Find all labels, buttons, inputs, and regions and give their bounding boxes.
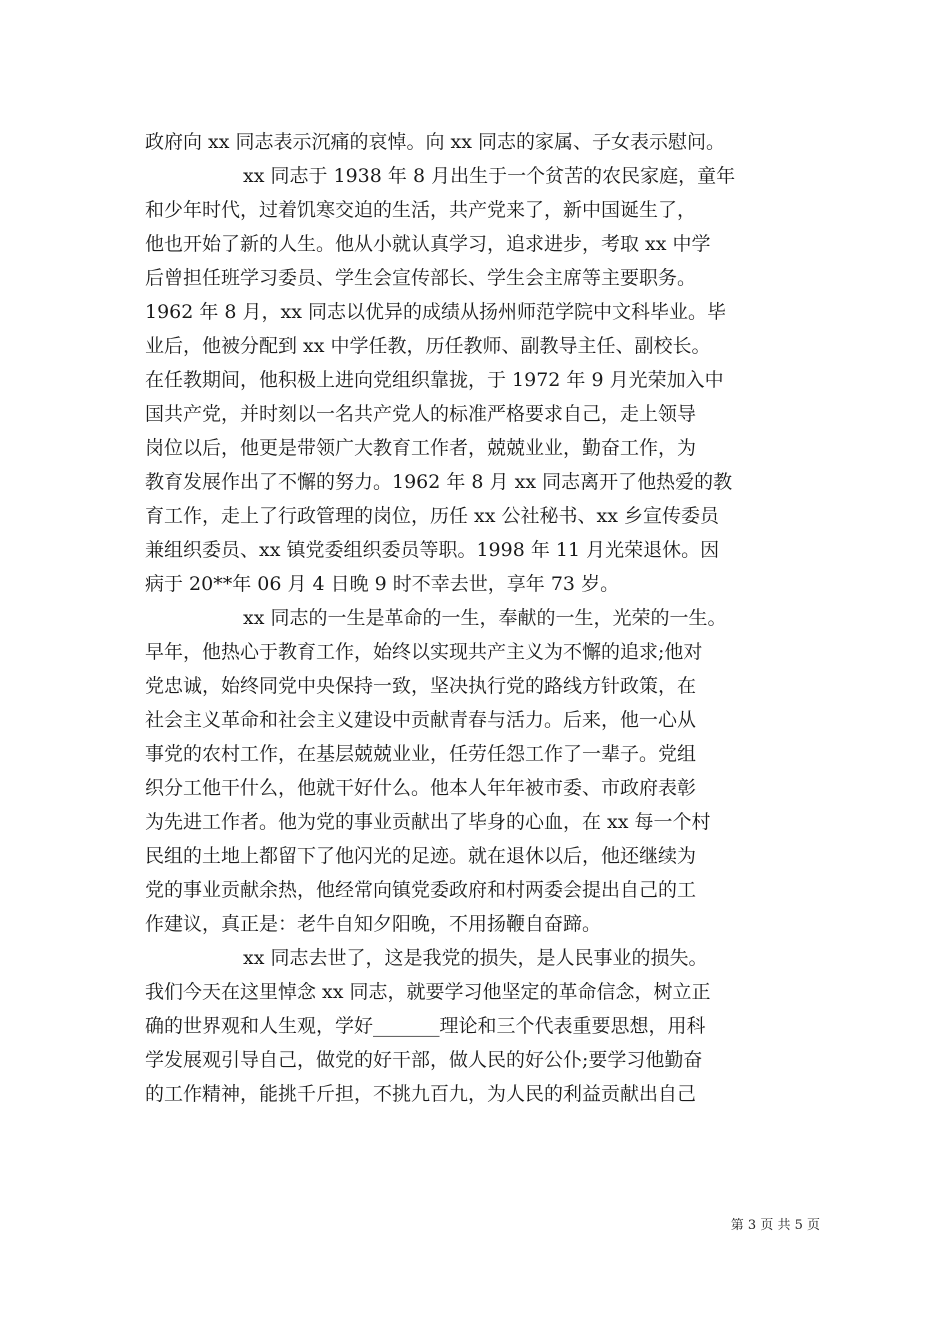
text-line: 社会主义革命和社会主义建设中贡献青春与活力。后来，他一心从 bbox=[145, 709, 697, 731]
text-line: 兼组织委员、xx 镇党委组织委员等职。1998 年 11 月光荣退休。因 bbox=[145, 539, 720, 561]
text-line: 党忠诚，始终同党中央保持一致，坚决执行党的路线方针政策，在 bbox=[145, 675, 697, 697]
paragraph-first-line: xx 同志的一生是革命的一生，奉献的一生，光荣的一生。 bbox=[243, 607, 727, 629]
text-line: 为先进工作者。他为党的事业贡献出了毕身的心血，在 xx 每一个村 bbox=[145, 811, 711, 833]
paragraph-first-line: xx 同志于 1938 年 8 月出生于一个贫苦的农民家庭，童年 bbox=[243, 165, 736, 187]
text-line: 他也开始了新的人生。他从小就认真学习，追求进步，考取 xx 中学 bbox=[145, 233, 711, 255]
text-line: 育工作，走上了行政管理的岗位，历任 xx 公社秘书、xx 乡宣传委员 bbox=[145, 505, 719, 527]
paragraph-first-line: xx 同志去世了，这是我党的损失，是人民事业的损失。 bbox=[243, 947, 708, 969]
text-line: 我们今天在这里悼念 xx 同志，就要学习他坚定的革命信念，树立正 bbox=[145, 981, 711, 1003]
text-line: 政府向 xx 同志表示沉痛的哀悼。向 xx 同志的家属、子女表示慰问。 bbox=[145, 131, 726, 153]
text-line: 在任教期间，他积极上进向党组织靠拢，于 1972 年 9 月光荣加入中 bbox=[145, 369, 724, 391]
text-line: 民组的土地上都留下了他闪光的足迹。就在退休以后，他还继续为 bbox=[145, 845, 697, 867]
text-line: 1962 年 8 月，xx 同志以优异的成绩从扬州师范学院中文科毕业。毕 bbox=[145, 301, 727, 323]
text-line: 学发展观引导自己，做党的好干部，做人民的好公仆;要学习他勤奋 bbox=[145, 1049, 703, 1071]
page-number: 第 3 页 共 5 页 bbox=[730, 1218, 820, 1233]
text-line: 早年，他热心于教育工作，始终以实现共产主义为不懈的追求;他对 bbox=[145, 641, 703, 663]
text-line: 织分工他干什么，他就干好什么。他本人年年被市委、市政府表彰 bbox=[145, 777, 697, 799]
text-line: 作建议，真正是：老牛自知夕阳晚，不用扬鞭自奋蹄。 bbox=[145, 913, 602, 935]
text-line: 党的事业贡献余热，他经常向镇党委政府和村两委会提出自己的工 bbox=[145, 879, 697, 901]
text-line: 岗位以后，他更是带领广大教育工作者，兢兢业业，勤奋工作，为 bbox=[145, 437, 697, 459]
text-line: 教育发展作出了不懈的努力。1962 年 8 月 xx 同志离开了他热爱的教 bbox=[145, 471, 733, 493]
text-line: 事党的农村工作，在基层兢兢业业，任劳任怨工作了一辈子。党组 bbox=[145, 743, 697, 765]
text-line: 后曾担任班学习委员、学生会宣传部长、学生会主席等主要职务。 bbox=[145, 267, 697, 289]
text-line: 业后，他被分配到 xx 中学任教，历任教师、副教导主任、副校长。 bbox=[145, 335, 711, 357]
text-line: 的工作精神，能挑千斤担，不挑九百九，为人民的利益贡献出自己 bbox=[145, 1083, 697, 1105]
text-line: 病于 20**年 06 月 4 日晚 9 时不幸去世，享年 73 岁。 bbox=[145, 573, 620, 595]
text-line: 国共产党，并时刻以一名共产党人的标准严格要求自己，走上领导 bbox=[145, 403, 697, 425]
text-line: 和少年时代，过着饥寒交迫的生活，共产党来了，新中国诞生了， bbox=[145, 199, 697, 221]
text-line: 确的世界观和人生观，学好_______理论和三个代表重要思想，用科 bbox=[145, 1015, 706, 1037]
